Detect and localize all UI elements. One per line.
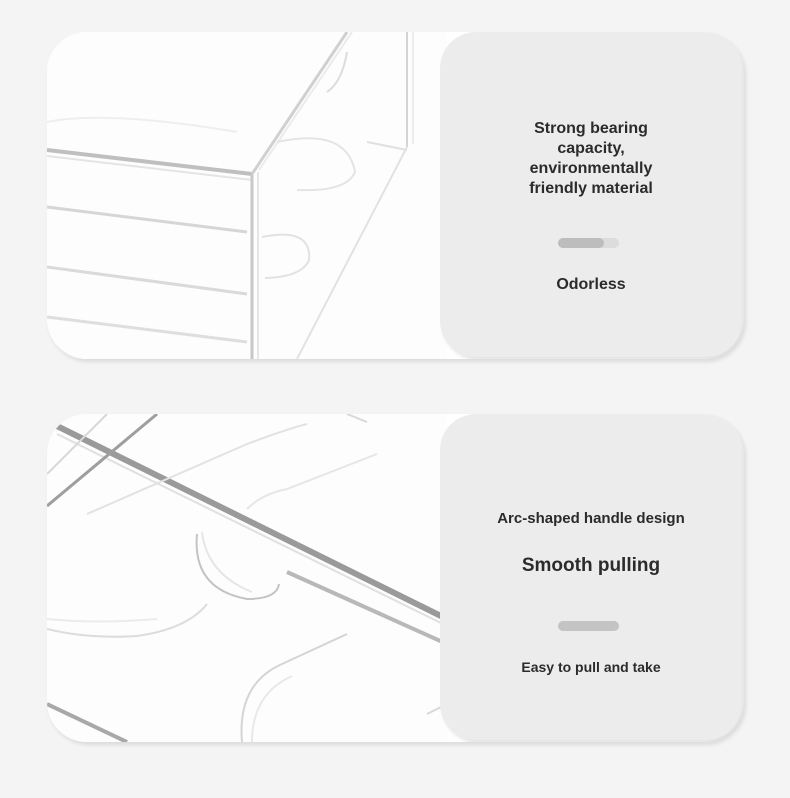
feature-heading: Smooth pulling	[521, 555, 661, 576]
acrylic-drawer-handle-photo	[47, 414, 447, 742]
feature-heading-line-3: environmentally	[529, 160, 653, 177]
feature-heading-line-1: Strong bearing	[534, 120, 648, 137]
feature-caption: Easy to pull and take	[521, 659, 661, 675]
feature-heading-line-4: friendly material	[529, 180, 653, 197]
feature-card-handle	[440, 414, 742, 740]
indicator-fill	[558, 238, 604, 248]
feature-panel-bearing	[47, 32, 744, 359]
feature-subtitle: Arc-shaped handle design	[497, 510, 685, 527]
feature-caption: Odorless	[556, 276, 626, 293]
feature-panel-handle	[47, 414, 744, 742]
indicator-fill	[558, 621, 619, 631]
feature-card-bearing	[440, 32, 742, 357]
acrylic-drawer-photo	[47, 32, 447, 359]
feature-heading-line-2: capacity,	[557, 140, 625, 157]
